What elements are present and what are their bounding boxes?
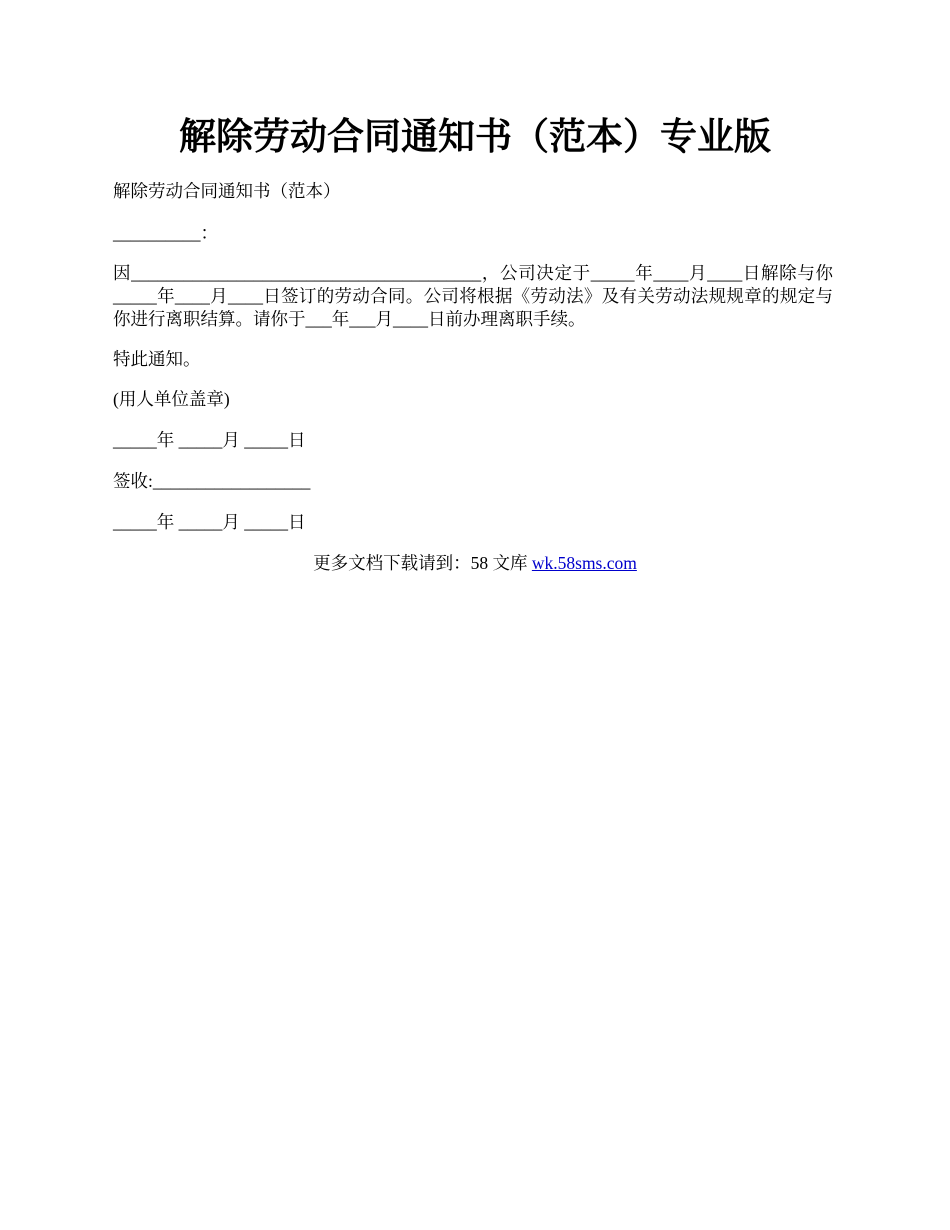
footer-website-link[interactable]: wk.58sms.com [531, 553, 637, 573]
footer-text: 更多文档下载请到：58 文库 [313, 553, 532, 573]
seal-text: (用人单位盖章) [113, 389, 230, 409]
date-line-2: _____年 _____月 _____日 [113, 512, 306, 532]
receipt-signature-line: 签收:__________________ [113, 471, 311, 491]
document-subtitle: 解除劳动合同通知书（范本） [113, 181, 341, 201]
footer-download-note [0, 552, 950, 575]
document-title: 解除劳动合同通知书（范本）专业版 [179, 114, 771, 158]
body-paragraph: 因________________________________________，公司决定于_____年____月____日解除与你_____年____月____日签订的劳动合同。公司将根据《劳动法》及有关劳动法规规章的规定与你进行离职结算。请你于___年___月____日前办理离职手续。 [113, 263, 833, 329]
notice-text: 特此通知。 [113, 349, 201, 369]
addressee-line: __________： [113, 223, 218, 243]
date-line-1: _____年 _____月 _____日 [113, 430, 306, 450]
